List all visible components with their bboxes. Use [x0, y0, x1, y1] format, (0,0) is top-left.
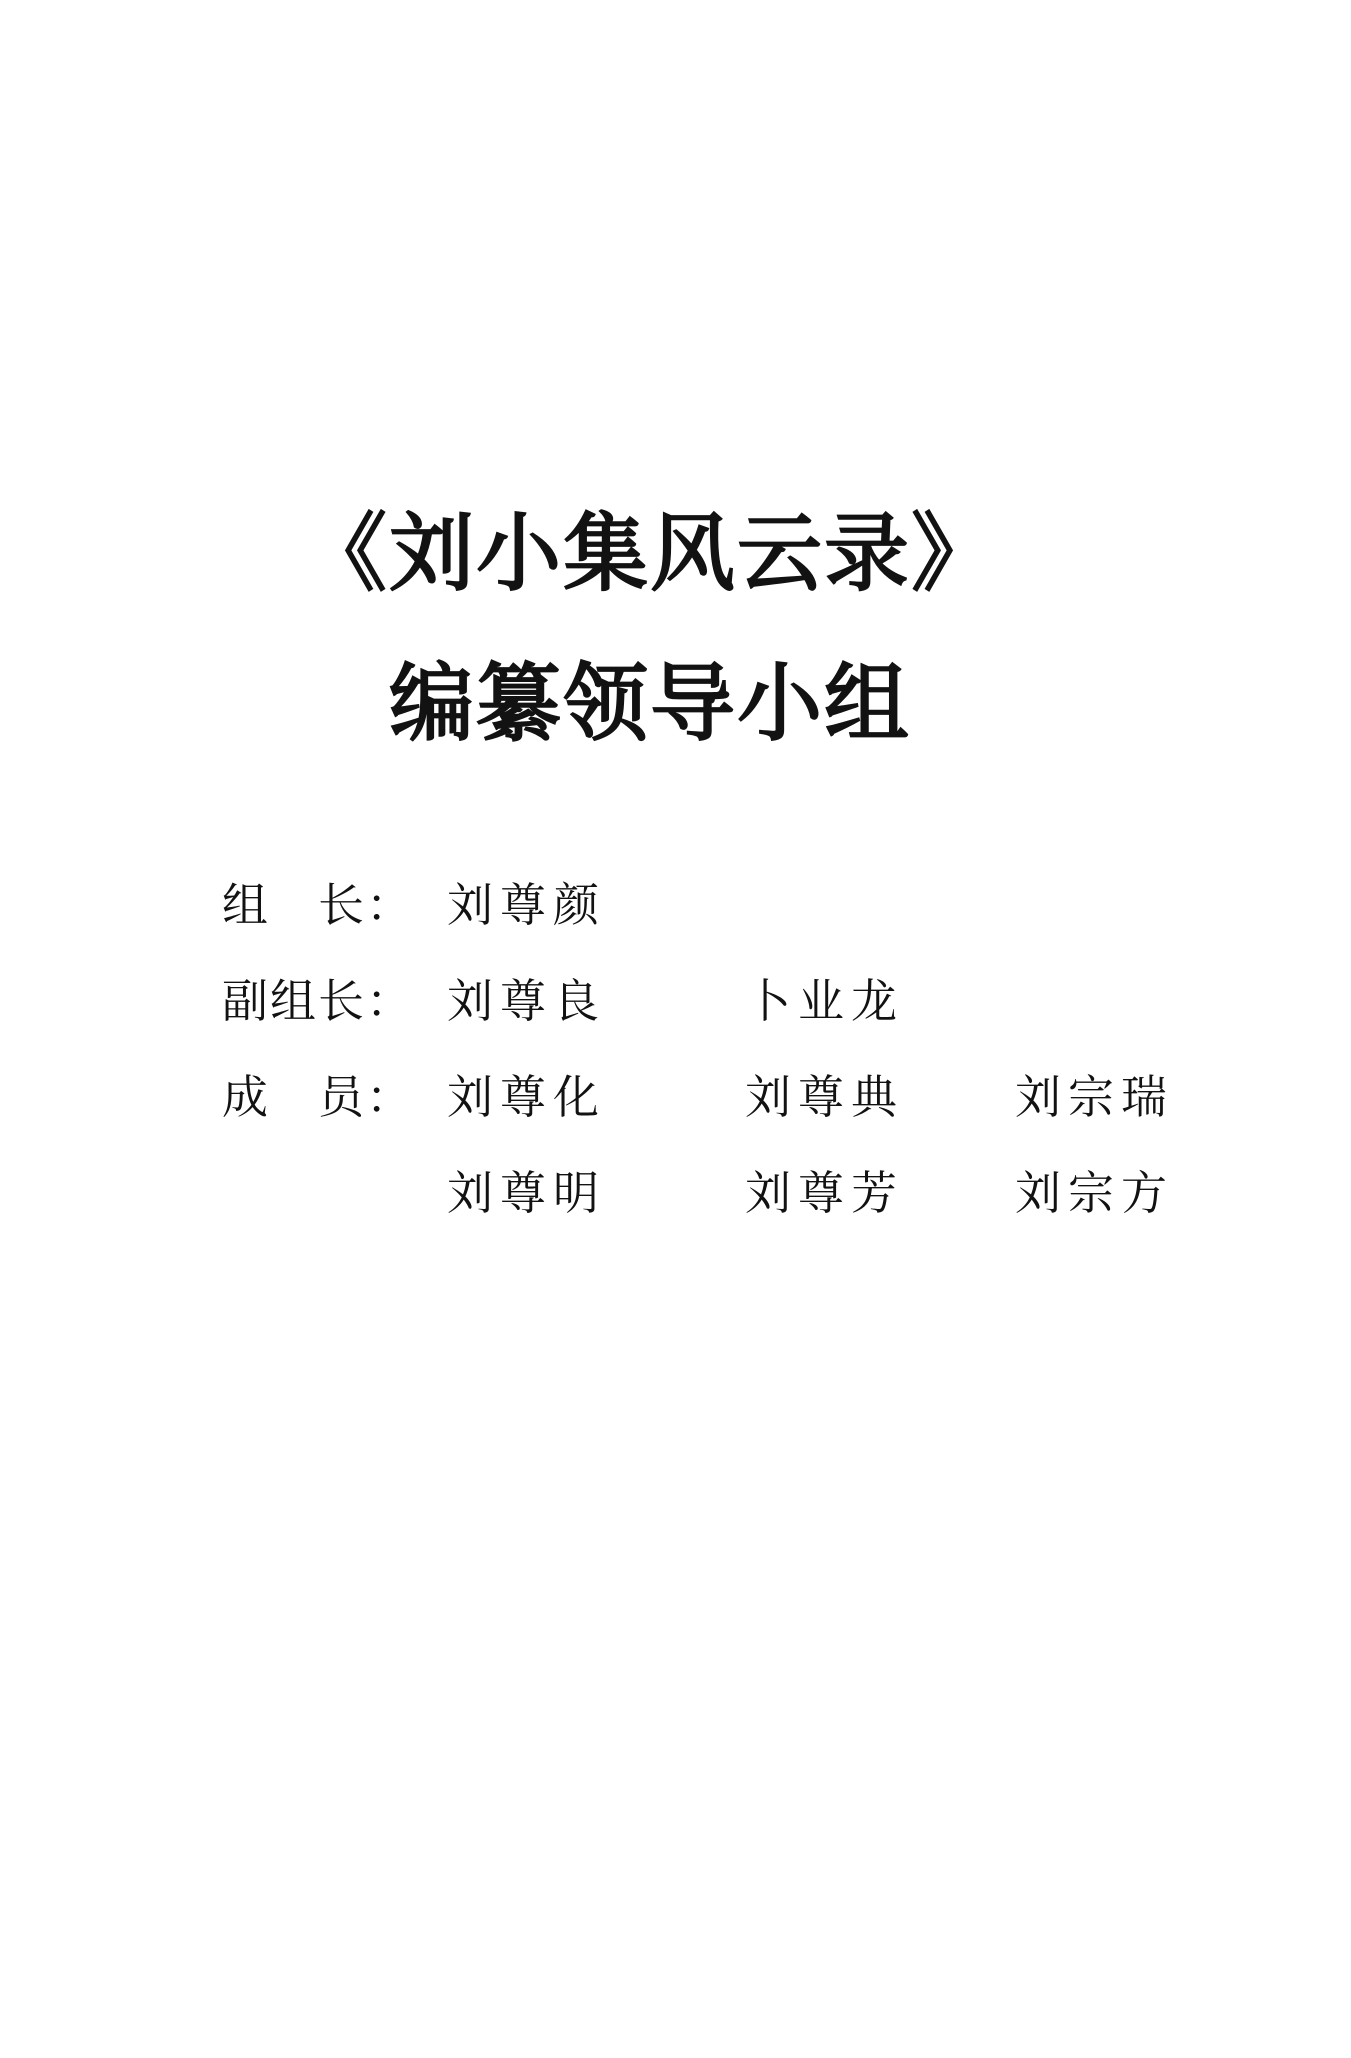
member-name: 卜业龙: [745, 976, 904, 1027]
member-name: 刘尊明: [447, 1168, 606, 1219]
member-name: 刘尊化: [447, 1072, 606, 1123]
role-label-members: 成 员：: [222, 1072, 414, 1123]
member-name: 刘尊良: [447, 976, 606, 1027]
book-title: 《刘小集风云录》: [301, 508, 998, 602]
member-name: 刘宗瑞: [1015, 1072, 1174, 1123]
role-label-leader: 组 长：: [222, 880, 414, 931]
roster-row-deputy-leaders: [222, 954, 1322, 1050]
role-label-deputy: 副组长：: [222, 976, 414, 1027]
committee-title: 编纂领导小组: [388, 658, 911, 752]
member-name: 刘宗方: [1015, 1168, 1174, 1219]
member-name: 刘尊颜: [447, 880, 606, 931]
member-name: 刘尊芳: [745, 1168, 904, 1219]
roster-row-members-1: [222, 1050, 1322, 1146]
roster-row-members-2: [222, 1146, 1322, 1242]
roster-row-leader: [222, 858, 1322, 954]
title-block: [0, 480, 1300, 780]
member-name: 刘尊典: [745, 1072, 904, 1123]
roster-block: [222, 858, 1322, 1242]
